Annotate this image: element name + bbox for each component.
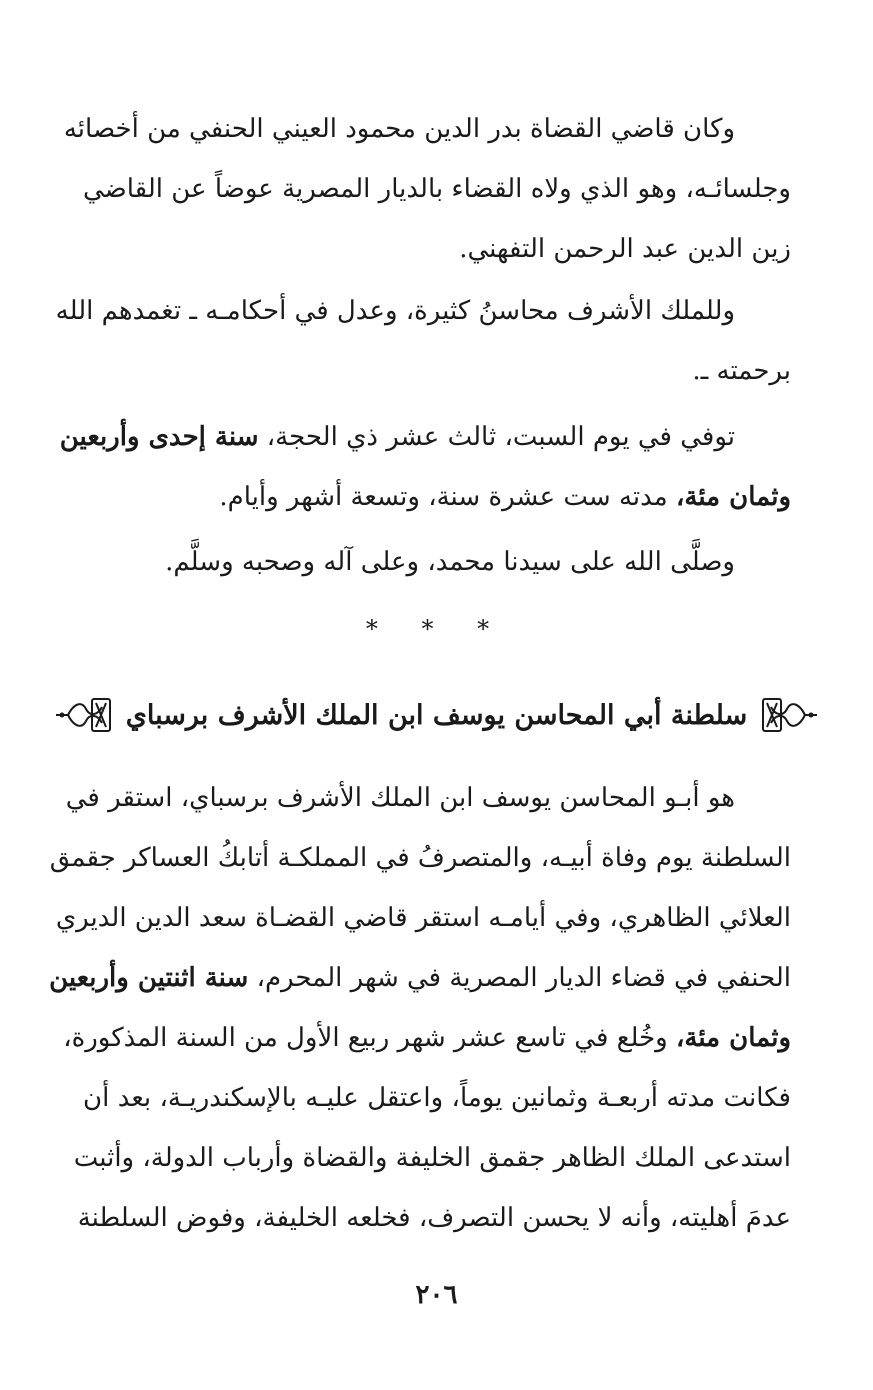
separator-stars: * * *	[365, 615, 508, 643]
text-span: زين الدين عبد الرحمن التفهني.	[459, 234, 791, 264]
text-line	[55, 286, 735, 336]
bold-date-span: وثمان مئة،	[676, 1023, 791, 1053]
text-span: وجلسائـه، وهو الذي ولاه القضاء بالديار المصرية عوضاً عن القاضي	[83, 174, 791, 204]
text-span: استدعى الملك الظاهر جقمق الخليفة والقضاة وأرباب الدولة، وأثبت	[73, 1143, 791, 1173]
text-span: السلطنة يوم وفاة أبيـه، والمتصرفُ في المملكـة أتابكُ العساكر جقمق	[49, 843, 791, 873]
section-heading	[80, 690, 793, 740]
text-span: عدمَ أهليته، وأنه لا يحسن التصرف، فخلعه الخليفة، وفوض السلطنة	[77, 1203, 791, 1233]
text-line	[83, 1073, 791, 1123]
bold-date-span: سنة إحدى وأربعين	[59, 422, 259, 452]
bold-date-span: سنة اثنتين وأربعين	[49, 963, 249, 993]
text-line	[83, 472, 791, 522]
text-line	[83, 224, 791, 274]
text-span: مدته ست عشرة سنة، وتسعة أشهر وأيام.	[219, 482, 668, 512]
text-line	[63, 104, 735, 154]
text-line	[55, 893, 791, 943]
page-number: ٢٠٦	[415, 1280, 458, 1310]
text-span: هو أبـو المحاسن يوسف ابن الملك الأشرف برسباي، استقر في	[65, 783, 735, 813]
text-span: فكانت مدته أربعـة وثمانين يوماً، واعتقل عليـه بالإسكندريـة، بعد أن	[83, 1083, 791, 1113]
ornament-left-icon	[753, 693, 821, 737]
text-span: العلائي الظاهري، وفي أيامـه استقر قاضي القضـاة سعد الدين الديري	[55, 903, 791, 933]
text-line	[49, 953, 791, 1003]
ornament-right-icon	[52, 693, 120, 737]
bold-date-span: وثمان مئة،	[676, 482, 791, 512]
text-span: وللملك الأشرف محاسنُ كثيرة، وعدل في أحكامـه ـ تغمدهم الله	[55, 296, 735, 326]
text-span: وصلَّى الله على سيدنا محمد، وعلى آله وصحبه وسلَّم.	[165, 547, 735, 577]
text-line	[73, 1133, 791, 1183]
text-line	[77, 1193, 791, 1243]
text-line	[83, 537, 735, 587]
section-title: سلطنة أبي المحاسن يوسف ابن الملك الأشرف برسباي	[125, 699, 748, 731]
text-span: برحمته ـ.	[692, 356, 791, 386]
text-line	[49, 833, 791, 883]
text-line	[59, 412, 735, 462]
text-line	[65, 773, 735, 823]
text-span: الحنفي في قضاء الديار المصرية في شهر المحرم،	[256, 963, 791, 993]
text-line	[63, 1013, 791, 1063]
text-line	[83, 164, 791, 214]
text-span: وخُلع في تاسع عشر شهر ربيع الأول من السنة المذكورة،	[63, 1023, 668, 1053]
text-span: وكان قاضي القضاة بدر الدين محمود العيني الحنفي من أخصائه	[63, 114, 735, 144]
text-span: توفي في يوم السبت، ثالث عشر ذي الحجة،	[266, 422, 735, 452]
text-line	[83, 346, 791, 396]
